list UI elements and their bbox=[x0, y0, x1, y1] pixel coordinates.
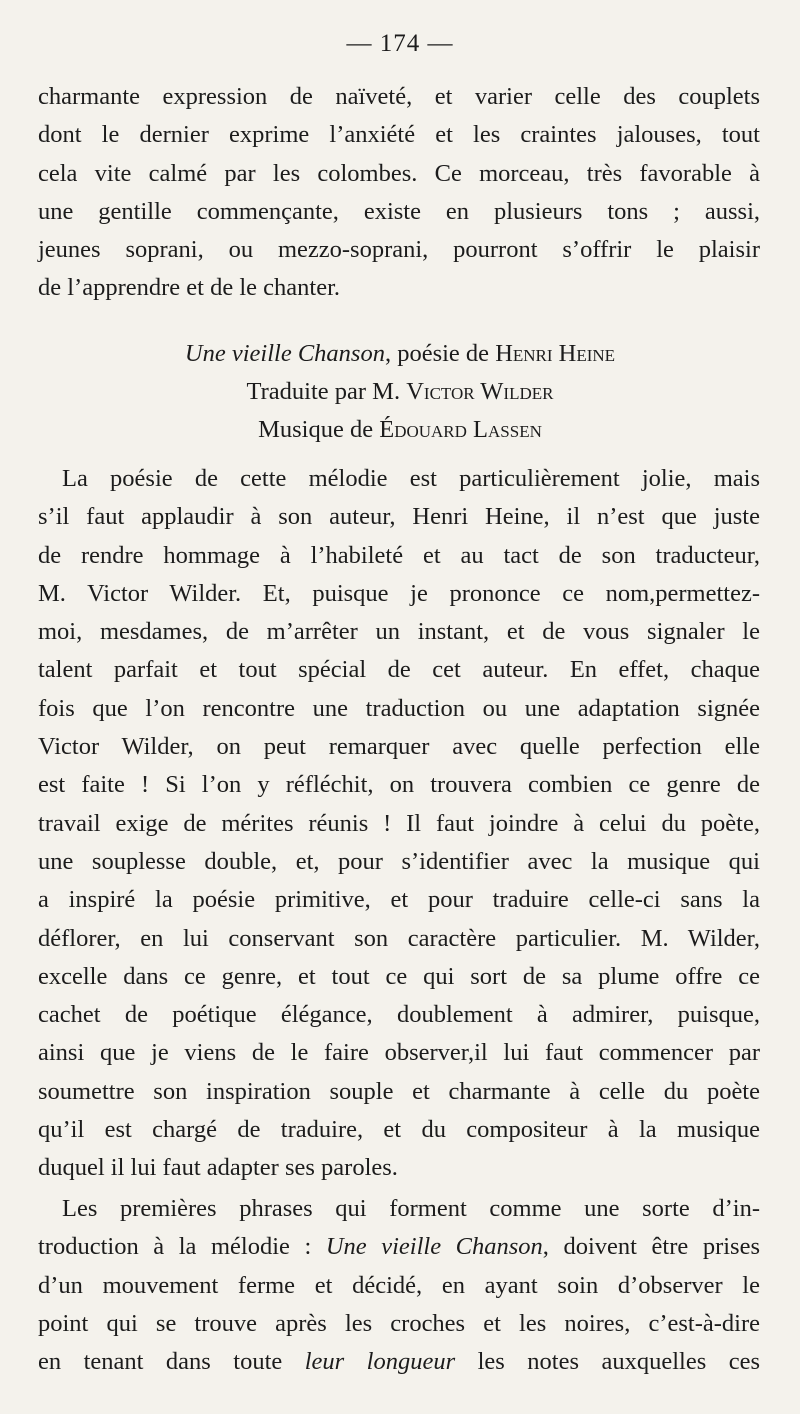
composer-name: Édouard Lassen bbox=[379, 416, 542, 443]
text-line: charmante expression de naïveté, et varier celle des couplets bbox=[38, 83, 760, 110]
heading-line-composer bbox=[0, 411, 800, 449]
heading-text: , poésie de bbox=[384, 340, 496, 367]
text-line: déflorer, en lui conservant son caractère particulier. M. Wilder, bbox=[38, 924, 760, 952]
text-line: cachet de poétique élégance, doublement à admirer, puisque, bbox=[38, 1001, 760, 1029]
text-line: cela vite calmé par les colombes. Ce morceau, très favorable à bbox=[38, 159, 760, 187]
text-line: dont le dernier exprime l’anxiété et les craintes jalouses, tout bbox=[38, 121, 760, 149]
text-line: M. Victor Wilder. Et, puisque je prononce ce nom,permettez- bbox=[38, 579, 760, 607]
song-heading bbox=[0, 335, 800, 449]
text-span: en tenant dans toute bbox=[38, 1348, 305, 1376]
song-title-inline: Une vieille Chanson bbox=[325, 1233, 543, 1261]
paragraph-commentary bbox=[38, 460, 760, 1188]
text-line: une gentille commençante, existe en plusieurs tons ; aussi, bbox=[38, 197, 760, 225]
text-line: soumettre son inspiration souple et charmante à celle du poète bbox=[38, 1077, 760, 1105]
text-line: talent parfait et tout spécial de cet auteur. En effet, chaque bbox=[38, 656, 760, 684]
page-number: — 174 — bbox=[346, 30, 454, 57]
text-line: s’il faut applaudir à son auteur, Henri Heine, il n’est que juste bbox=[38, 503, 760, 531]
text-line: Les premières phrases qui forment comme une sorte d’in- bbox=[62, 1195, 760, 1222]
text-line: fois que l’on rencontre une traduction ou une adaptation signée bbox=[38, 694, 760, 722]
text-line: excelle dans ce genre, et tout ce qui sort de sa plume offre ce bbox=[38, 962, 760, 990]
heading-line-title bbox=[0, 335, 800, 373]
text-line: travail exige de mérites réunis ! Il faut joindre à celui du poète, bbox=[38, 809, 760, 837]
heading-text: Traduite par M. bbox=[246, 378, 407, 405]
text-line: La poésie de cette mélodie est particulièrement jolie, mais bbox=[62, 465, 760, 492]
text-span: les notes auxquelles ces bbox=[455, 1348, 760, 1376]
heading-text: Musique de bbox=[258, 416, 380, 443]
text-line: moi, mesdames, de m’arrêter un instant, et de vous signaler le bbox=[38, 618, 760, 646]
heading-line-translator bbox=[0, 373, 800, 411]
text-line: duquel il lui faut adapter ses paroles. bbox=[38, 1154, 398, 1182]
paragraph-performance bbox=[38, 1190, 760, 1381]
text-line: a inspiré la poésie primitive, et pour traduire celle-ci sans la bbox=[38, 886, 760, 914]
text-line: de l’apprendre et de le chanter. bbox=[38, 274, 341, 302]
text-line: d’un mouvement ferme et décidé, en ayant soin d’observer le bbox=[38, 1271, 760, 1299]
text-line bbox=[38, 1228, 760, 1266]
text-span: , doivent être prises bbox=[542, 1233, 760, 1261]
emphasis-text: leur longueur bbox=[304, 1348, 456, 1376]
text-line: est faite ! Si l’on y réfléchit, on trouvera combien ce genre de bbox=[38, 771, 760, 799]
text-line: ainsi que je viens de le faire observer,il lui faut commencer par bbox=[38, 1039, 760, 1067]
text-span: troduction à la mélodie : bbox=[38, 1233, 326, 1261]
text-line: qu’il est chargé de traduire, et du compositeur à la musique bbox=[38, 1116, 760, 1144]
text-line: une souplesse double, et, pour s’identifier avec la musique qui bbox=[38, 847, 760, 875]
song-title: Une vieille Chanson bbox=[184, 340, 385, 367]
text-line: point qui se trouve après les croches et les noires, c’est-à-dire bbox=[38, 1309, 760, 1337]
paragraph-intro bbox=[38, 78, 760, 308]
poet-name: Henri Heine bbox=[495, 340, 616, 367]
translator-name: Victor Wilder bbox=[406, 378, 554, 405]
text-line: de rendre hommage à l’habileté et au tact de son traducteur, bbox=[38, 541, 760, 569]
text-line: jeunes soprani, ou mezzo-soprani, pourront s’offrir le plaisir bbox=[38, 236, 760, 264]
text-line bbox=[38, 1343, 760, 1381]
text-line: Victor Wilder, on peut remarquer avec quelle perfection elle bbox=[38, 733, 760, 761]
